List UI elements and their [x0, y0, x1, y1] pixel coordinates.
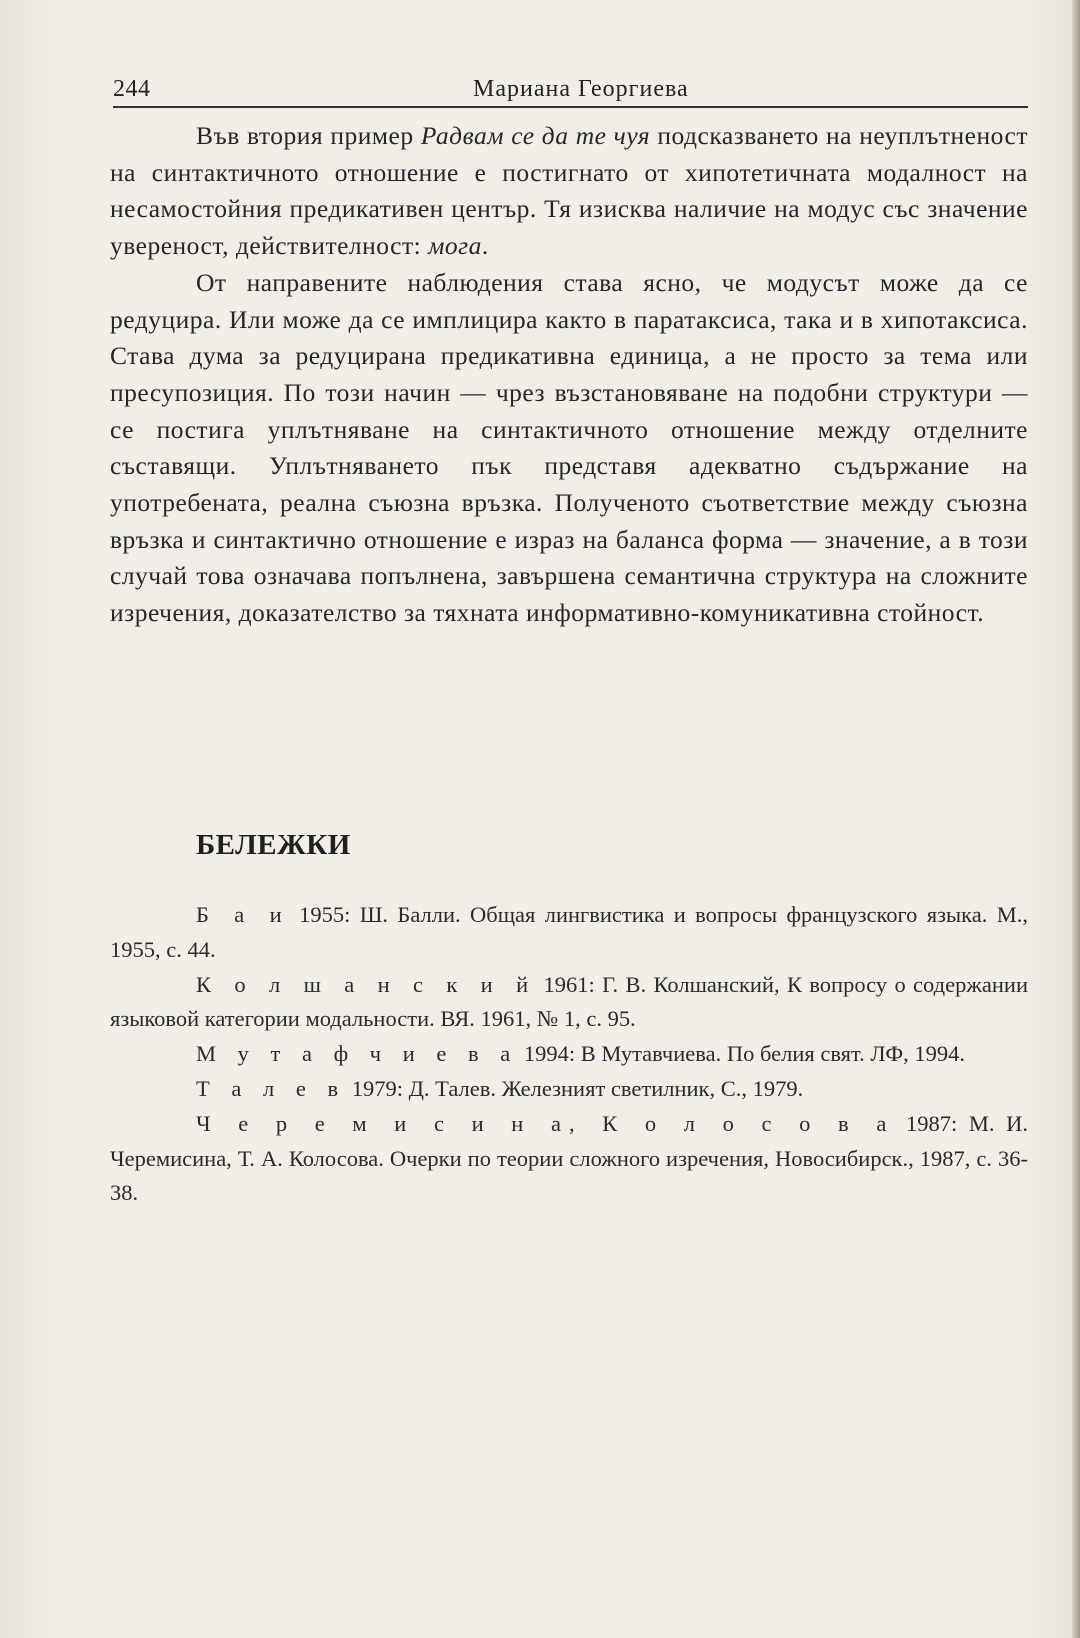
note-text: 1979: Д. Талев. Железният светилник, С., 1979. [346, 1075, 804, 1101]
page-edge-shadow [1072, 0, 1080, 1638]
note-author: Ч е р е м и с и н а, К о л о с о в а [196, 1110, 895, 1136]
note-item [110, 1072, 1028, 1107]
note-text: 1987: М. И. Черемисина, Т. А. Колосова. Очерки по теории сложного изречения, Новосибирск., 1987, с. 36-38. [110, 1110, 1028, 1206]
running-head: Мариана Георгиева [473, 76, 689, 102]
note-item [110, 898, 1028, 968]
modus-word: мога [428, 231, 482, 261]
note-author: К о л ш а н с к и й [196, 971, 537, 997]
note-author: Т а л е в [196, 1075, 347, 1101]
main-text [110, 118, 1028, 632]
note-author: Б а и [196, 902, 290, 927]
notes-heading: БЕЛЕЖКИ [196, 829, 351, 861]
note-author: М у т а ф ч и е в а [196, 1041, 519, 1067]
note-text: 1994: В Мутавчиева. По белия свят. ЛФ, 1994. [518, 1041, 966, 1067]
page-header [113, 72, 1028, 108]
paragraph-1-middle: подсказването на неуплътненост на синтактичното отношение е постигнато от хипотетичната модалност на несамостойния предикативен център. Тя изисква наличие на модус със значение увереност, действителност: [110, 121, 1028, 261]
note-item [110, 1037, 1028, 1072]
page-number: 244 [113, 76, 151, 102]
paragraph-2: От направените наблюдения става ясно, че модусът може да се редуцира. Или може да се имплицира както в паратаксиса, така и в хипотаксиса. Става дума за редуцирана предикативна единица, а не просто за тема или пресупозиция. По този начин — чрез възстановяване на подобни структури — се постига уплътняване на синтактичното отношение между отделните съставящи. Уплътняването пък представя адекватно съдържание на употребената, реална съюзна връзка. Полученото съответствие между съюзна връзка и синтактично отношение е израз на баланса форма — значение, а в този случай това означава попълнена, завършена семантична структура на сложните изречения, доказателство за тяхната информативно-комуникативна стойност. [110, 267, 1028, 628]
example-sentence: Радвам се да те чуя [420, 121, 651, 150]
note-text: 1955: Ш. Балли. Общая лингвистика и вопросы французского языка. М., 1955, с. 44. [110, 902, 1028, 962]
note-item [110, 968, 1028, 1038]
note-text: 1961: Г. В. Колшанский, К вопросу о содержании языковой категории модальности. ВЯ. 1961, № 1, с. 95. [110, 971, 1028, 1032]
note-item [110, 1107, 1028, 1211]
notes-list [110, 898, 1028, 1211]
paragraph-1-start: Във втория пример [196, 121, 421, 150]
paragraph-1-end: . [481, 231, 489, 261]
paragraph-1 [110, 118, 1028, 265]
